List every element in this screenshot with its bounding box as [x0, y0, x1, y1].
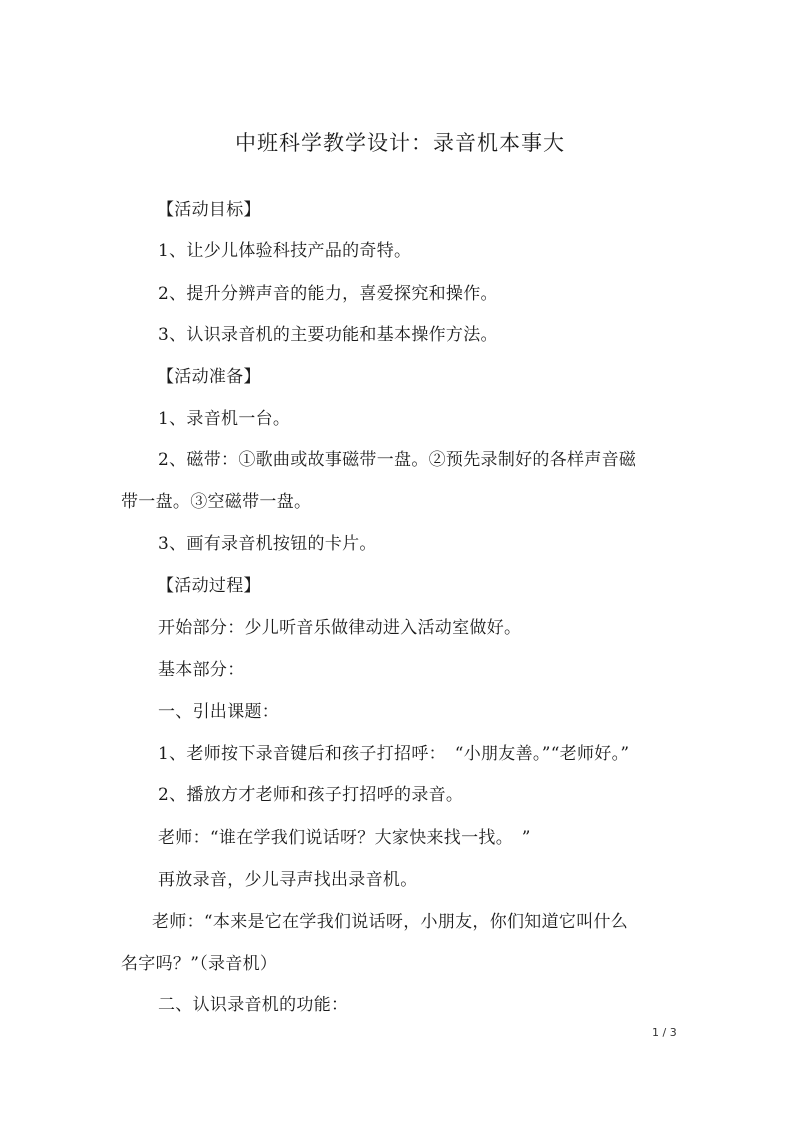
- section-heading-goals: 【活动目标】: [157, 200, 261, 220]
- goal-item-1: 1、让少儿体验科技产品的奇特。: [158, 241, 412, 261]
- process-opening: 开始部分：少儿听音乐做律动进入活动室做好。: [158, 618, 522, 638]
- section-heading-preparation: 【活动准备】: [157, 367, 261, 387]
- process-step-2-heading: 二、认识录音机的功能：: [158, 995, 349, 1015]
- page-number: 1 / 3: [652, 1026, 677, 1039]
- goal-item-3: 3、认识录音机的主要功能和基本操作方法。: [158, 325, 498, 345]
- process-step-1-item-1: 1、老师按下录音键后和孩子打招呼： “小朋友善。”“老师好。”: [158, 744, 630, 764]
- document-title: 中班科学教学设计：录音机本事大: [235, 131, 565, 155]
- process-step-1-item-2: 2、播放方才老师和孩子打招呼的录音。: [158, 785, 464, 805]
- replay-line: 再放录音，少儿寻声找出录音机。: [158, 870, 418, 890]
- prep-item-2: 2、磁带：①歌曲或故事磁带一盘。②预先录制好的各样声音磁: [158, 450, 637, 470]
- teacher-line-2-continued: 名字吗？”（录音机）: [121, 954, 278, 974]
- process-step-1-heading: 一、引出课题：: [158, 702, 280, 722]
- prep-item-3: 3、画有录音机按钮的卡片。: [158, 534, 377, 554]
- process-basic-part: 基本部分：: [158, 660, 245, 680]
- teacher-line-1: 老师：“谁在学我们说话呀？大家快来找一找。 ”: [158, 828, 531, 848]
- section-heading-process: 【活动过程】: [157, 576, 261, 596]
- teacher-line-2: 老师：“本来是它在学我们说话呀，小朋友，你们知道它叫什么: [152, 912, 629, 932]
- goal-item-2: 2、提升分辨声音的能力，喜爱探究和操作。: [158, 284, 498, 304]
- prep-item-1: 1、录音机一台。: [158, 409, 291, 429]
- prep-item-2-continued: 带一盘。③空磁带一盘。: [121, 492, 312, 512]
